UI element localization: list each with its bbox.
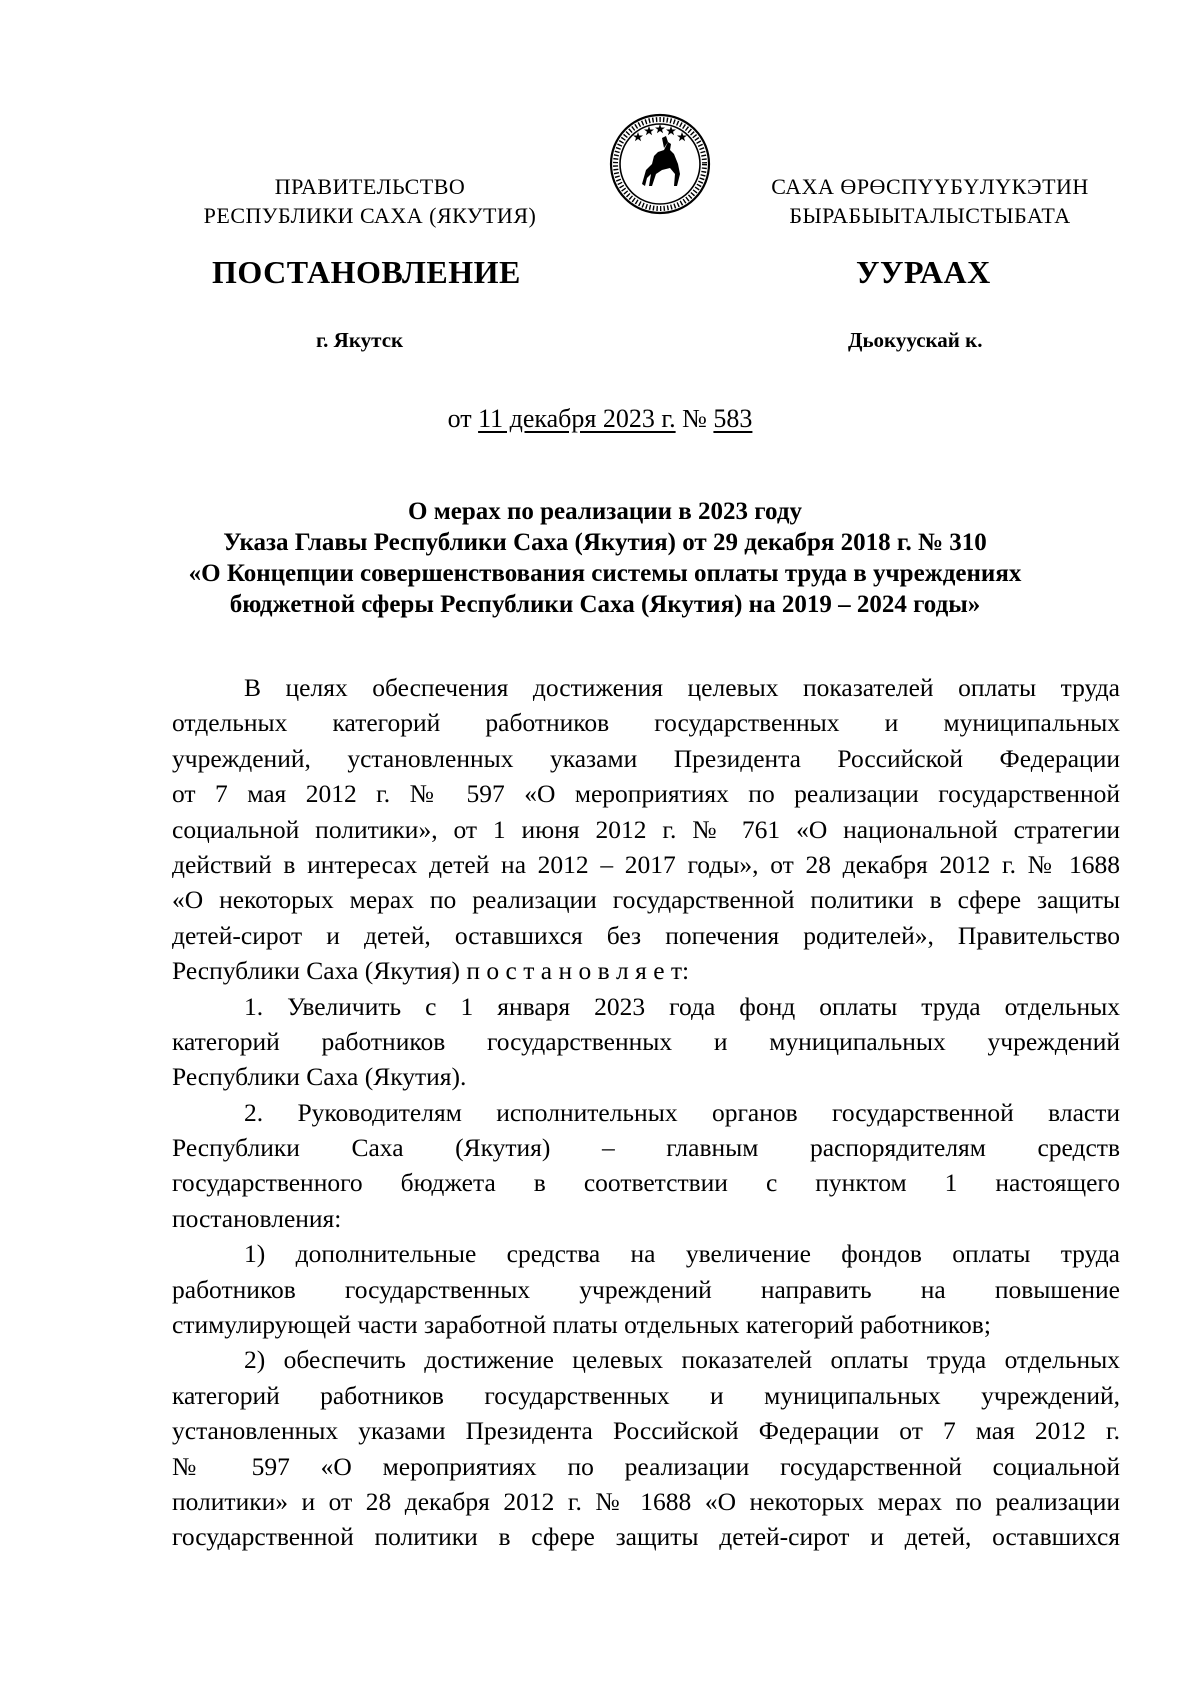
body-line: политики» и от 28 декабря 2012 г. № 1688 «О некоторых мерах по реализации (172, 1486, 1120, 1516)
body-line: категорий работников государственных и муниципальных учреждений (172, 1026, 1120, 1056)
government-name-line: РЕСПУБЛИКИ САХА (ЯКУТИЯ) (203, 203, 537, 228)
body-line: Республики Саха (Якутия) – главным распорядителям средств (172, 1133, 1120, 1163)
body-line: Республики Саха (Якутия). (172, 1062, 467, 1092)
title-line: О мерах по реализации в 2023 году (408, 498, 802, 525)
title-line: Указа Главы Республики Саха (Якутия) от 29 декабря 2018 г. № 310 (223, 529, 987, 556)
body-line: В целях обеспечения достижения целевых показателей оплаты труда (244, 673, 1120, 702)
body-line: детей-сирот и детей, оставшихся без попечения родителей», Правительство (172, 920, 1120, 950)
document-type-yakut: УУРААХ (856, 254, 991, 290)
coat-of-arms-icon (608, 112, 712, 216)
title-line: бюджетной сферы Республики Саха (Якутия) на 2019 – 2024 годы» (229, 591, 981, 618)
body-line: стимулирующей части заработной платы отдельных категорий работников; (172, 1310, 991, 1340)
body-line: 1. Увеличить с 1 января 2023 года фонд оплаты труда отдельных (244, 991, 1120, 1021)
body-line: 2. Руководителям исполнительных органов государственной власти (244, 1097, 1120, 1127)
document-type-russian: ПОСТАНОВЛЕНИЕ (212, 254, 521, 290)
body-line: государственной политики в сфере защиты детей-сирот и детей, оставшихся (172, 1522, 1120, 1552)
government-name-line: ПРАВИТЕЛЬСТВО (274, 174, 466, 199)
body-line: Республики Саха (Якутия) п о с т а н о в л я е т: (172, 956, 690, 986)
document-date-number (0, 404, 1200, 434)
body-line: учреждений, установленных указами Президента Российской Федерации (172, 743, 1120, 773)
document-body (172, 670, 1120, 1555)
body-line: категорий работников государственных и муниципальных учреждений, (172, 1380, 1120, 1410)
document-number: 583 (713, 404, 753, 433)
government-name-line: БЫРАБЫЫТАЛЫСТЫБАТА (789, 203, 1071, 228)
document-date: 11 декабря 2023 г. (478, 404, 676, 433)
body-line: «О некоторых мерах по реализации государственной политики в сфере защиты (172, 885, 1120, 915)
title-line: «О Концепции совершенствования системы оплаты труда в учреждениях (188, 560, 1022, 587)
body-line: постановления: (172, 1203, 342, 1233)
body-line: работников государственных учреждений направить на повышение (172, 1274, 1120, 1304)
body-line: государственного бюджета в соответствии с пунктом 1 настоящего (172, 1168, 1120, 1198)
city-russian: г. Якутск (316, 328, 404, 352)
body-line: 2) обеспечить достижение целевых показателей оплаты труда отдельных (244, 1345, 1120, 1375)
body-line: действий в интересах детей на 2012 – 2017 годы», от 28 декабря 2012 г. № 1688 (172, 849, 1120, 879)
body-line: установленных указами Президента Российской Федерации от 7 мая 2012 г. (172, 1416, 1120, 1446)
document-title (110, 496, 1100, 620)
number-sign: № (682, 404, 707, 433)
government-name-russian (180, 172, 560, 230)
body-line: отдельных категорий работников государственных и муниципальных (172, 708, 1120, 738)
body-line: от 7 мая 2012 г. № 597 «О мероприятиях по реализации государственной (172, 779, 1120, 809)
body-line: 1) дополнительные средства на увеличение фондов оплаты труда (244, 1239, 1120, 1269)
government-name-yakut (740, 172, 1120, 230)
city-yakut: Дьокуускай к. (848, 328, 983, 352)
date-prefix: от (447, 404, 472, 433)
body-line: социальной политики», от 1 июня 2012 г. № 761 «О национальной стратегии (172, 814, 1120, 844)
body-line: № 597 «О мероприятиях по реализации государственной социальной (172, 1451, 1120, 1481)
government-name-line: САХА ӨРӨСПҮҮБҮЛҮКЭТИН (771, 174, 1089, 199)
